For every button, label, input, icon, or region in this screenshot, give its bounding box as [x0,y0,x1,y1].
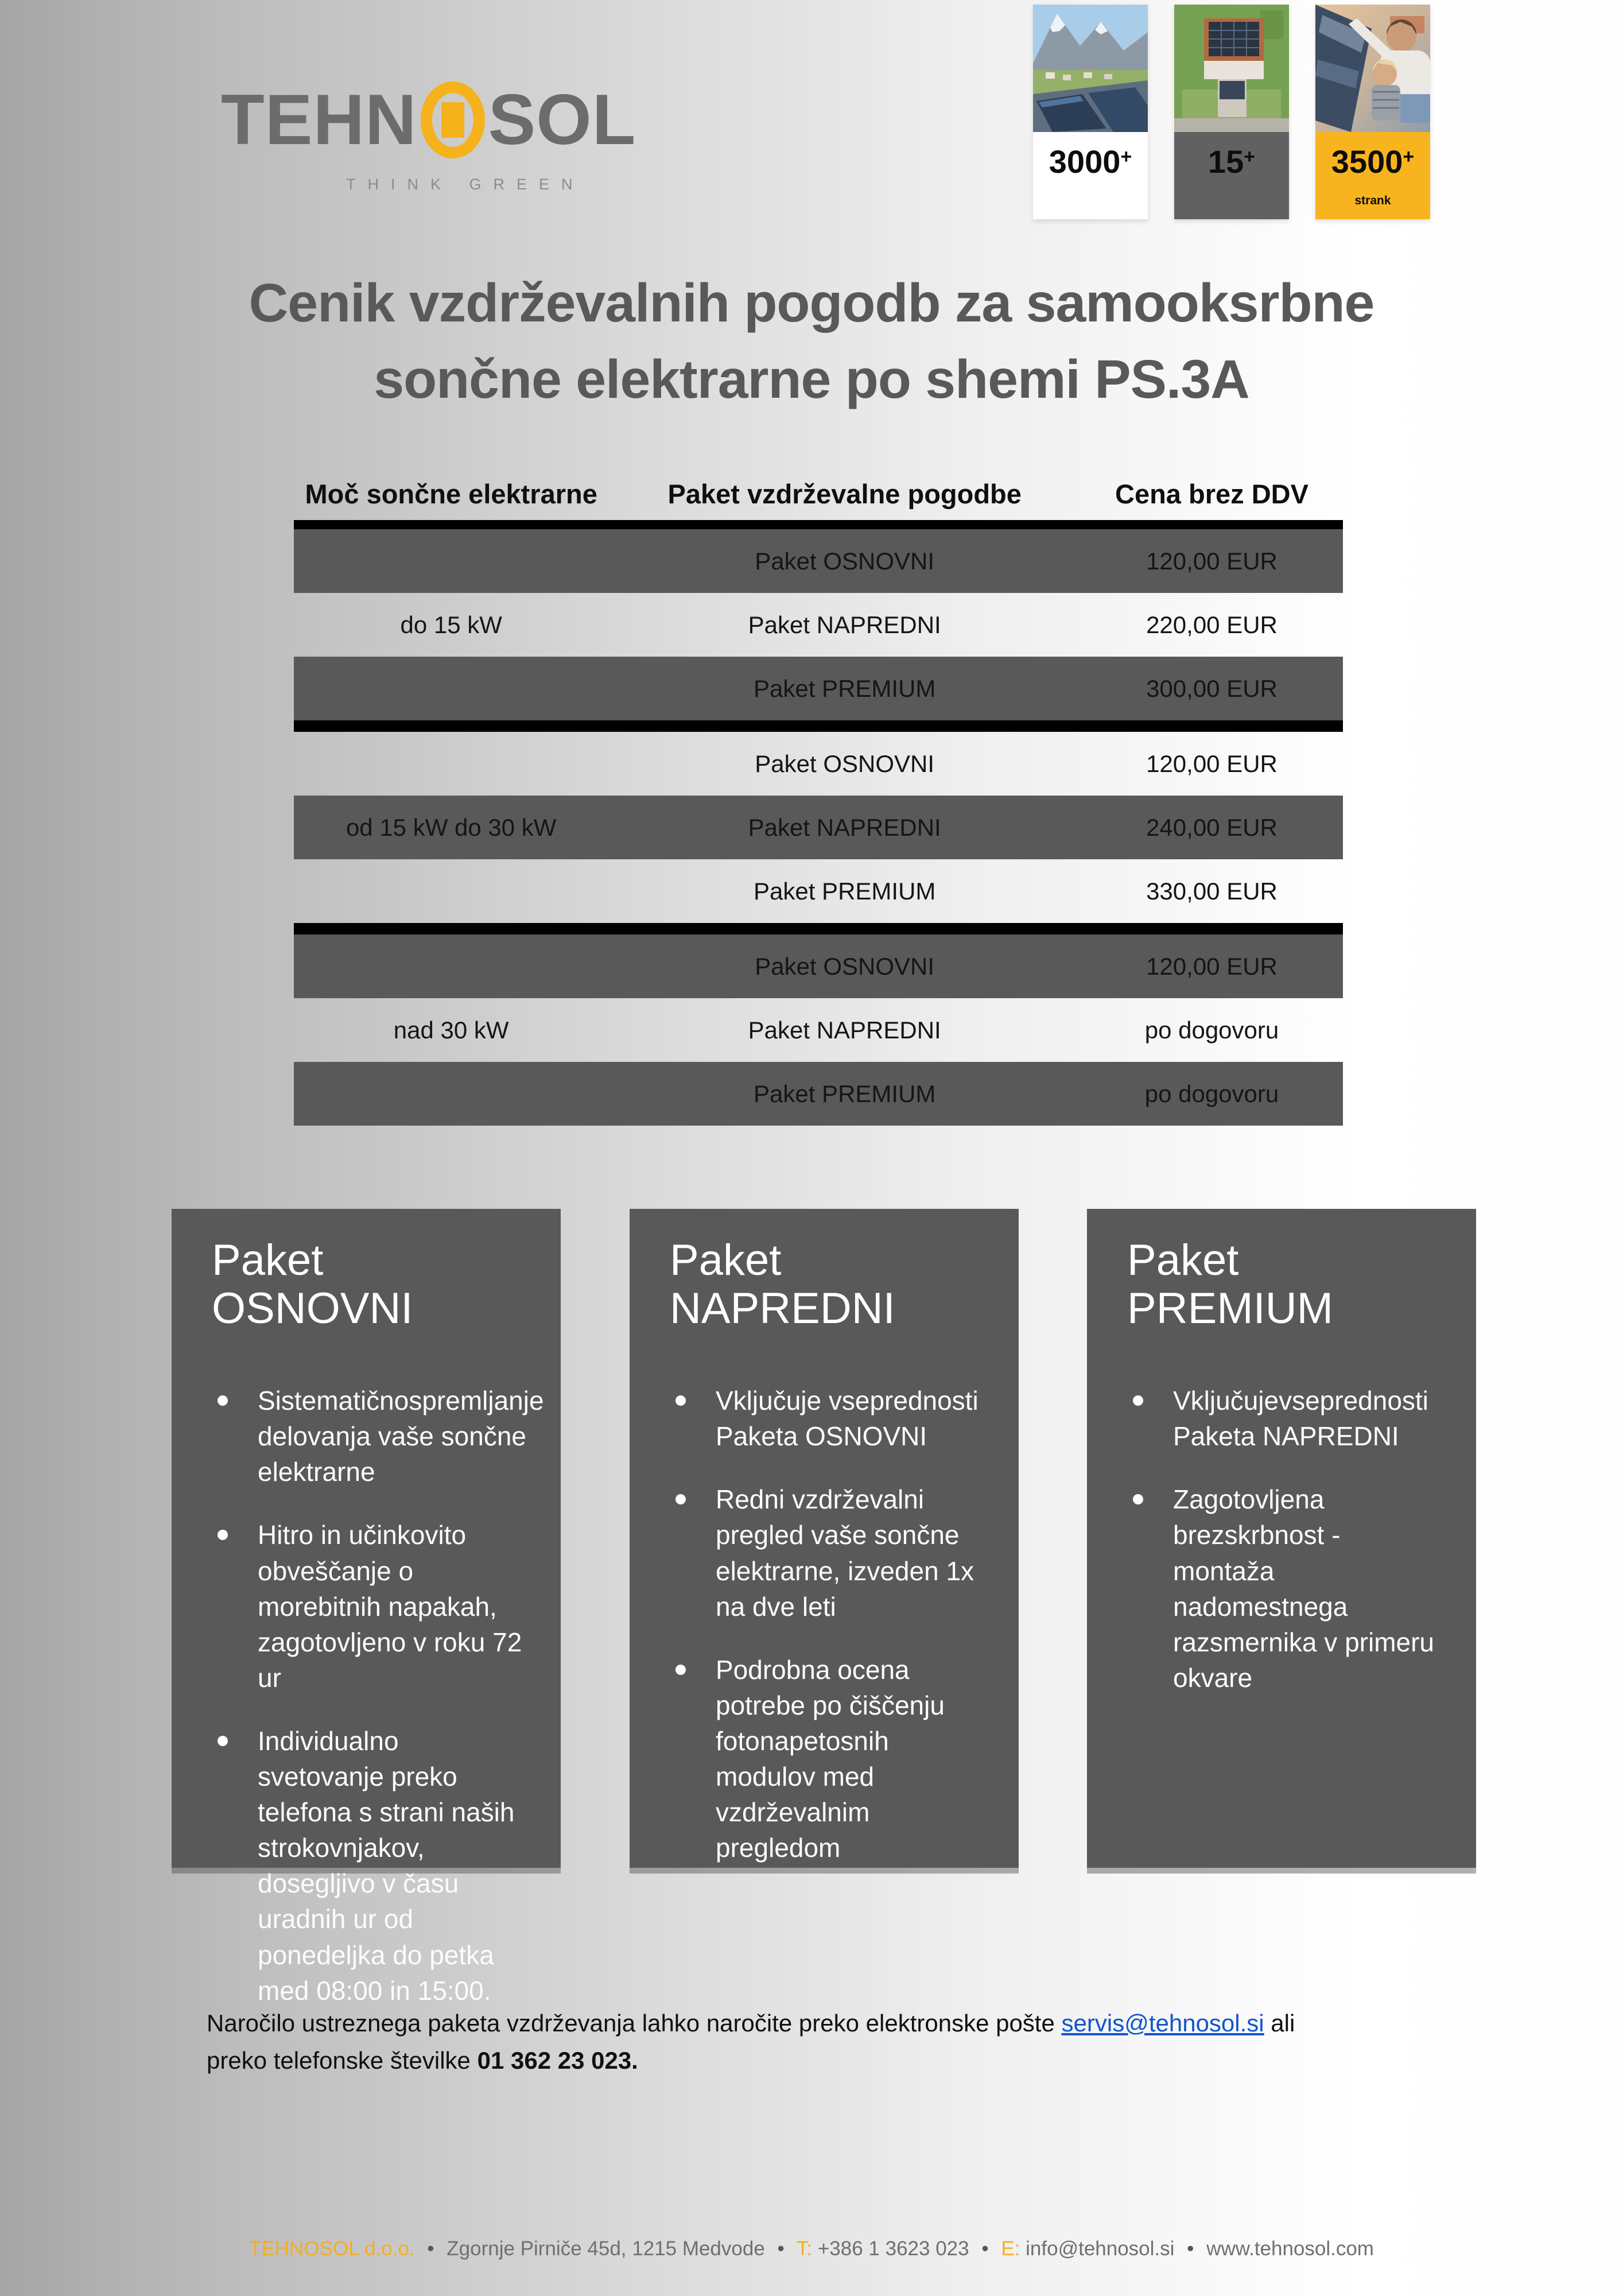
package-cell: Paket OSNOVNI [755,547,935,575]
table-group-divider [294,720,1343,732]
page-title [0,265,1623,418]
order-phone-number: 01 362 23 023. [477,2047,638,2074]
table-row [294,657,1343,720]
footer-phone: +386 1 3623 023 [817,2237,969,2260]
rooftop-illustration [1174,5,1289,132]
package-benefits-list [212,1383,544,2008]
power-cell: do 15 kW [400,611,502,638]
package-title: Paket PREMIUM [1127,1236,1333,1333]
bullet-separator-icon: • [1187,2237,1194,2260]
table-header-row [294,478,1343,520]
benefit-item: Vključujevseprednosti Paketa NAPREDNI [1127,1383,1447,1454]
badge-installations-label [1033,132,1148,219]
package-cell: Paket PREMIUM [753,674,936,702]
order-text-line2: preko telefonske številke [207,2047,471,2074]
badge-years-label [1174,132,1289,219]
order-instructions [207,2004,1463,2079]
price-cell: 240,00 EUR [1146,813,1278,841]
package-title: Paket NAPREDNI [670,1236,895,1333]
footer [0,2237,1623,2260]
price-cell: po dogovoru [1144,1080,1279,1107]
power-cell: nad 30 kW [393,1016,509,1044]
package-cell: Paket NAPREDNI [748,1016,941,1044]
package-cell: Paket OSNOVNI [755,750,935,777]
package-cell: Paket NAPREDNI [748,813,941,841]
package-cell: Paket PREMIUM [753,1080,936,1107]
table-row [294,732,1343,796]
plus-superscript: + [1120,146,1132,168]
package-cell: Paket NAPREDNI [748,611,941,638]
price-cell: 300,00 EUR [1146,674,1278,702]
price-cell: 220,00 EUR [1146,611,1278,638]
bullet-separator-icon: • [777,2237,785,2260]
solar-field-photo [1033,5,1148,132]
package-card-premium [1087,1209,1476,1868]
table-row [294,859,1343,923]
benefit-item: Sistematičnospremljanje delovanja vaše sončne elektrarne [212,1383,532,1490]
table-row [294,1062,1343,1126]
table-top-bar [294,520,1343,529]
power-cell: od 15 kW do 30 kW [345,813,557,841]
header-package: Paket vzdrževalne pogodbe [667,479,1022,509]
price-cell: 330,00 EUR [1146,877,1278,905]
logo-tagline: THINK GREEN [346,176,585,193]
package-benefits-list [670,1383,990,1865]
badge-installations [1033,5,1148,219]
footer-address: Zgornje Pirniče 45d, 1215 Medvode [446,2237,765,2260]
price-cell: po dogovoru [1144,1016,1279,1044]
logo-text-sol: SOL [488,80,636,160]
header-price: Cena brez DDV [1115,479,1309,509]
table-group-divider [294,923,1343,934]
family-photo [1315,5,1430,132]
logo-sun-core-icon [441,102,464,138]
logo [221,82,636,193]
footer-phone-label: T: [796,2237,813,2260]
package-card-napredni [630,1209,1019,1868]
bullet-separator-icon: • [981,2237,989,2260]
benefit-item: Individualno svetovanje preko telefona s strani naših strokovnjakov, dosegljivo v času uradnih ur od ponedeljka do petka med 08:00 in 15:00. [212,1723,532,2008]
table-row [294,998,1343,1062]
logo-sun-icon [421,82,485,158]
package-cell: Paket PREMIUM [753,877,936,905]
plus-superscript: + [1403,146,1415,168]
badge-number: 3000 [1049,144,1121,180]
table-row [294,934,1343,998]
badge-years [1174,5,1289,219]
badge-clients-label [1315,132,1430,219]
bullet-separator-icon: • [427,2237,434,2260]
package-benefits-list [1127,1383,1447,1696]
benefit-item: Redni vzdrževalni pregled vaše sončne elektrarne, izveden 1x na dve leti [670,1481,990,1624]
price-cell: 120,00 EUR [1146,547,1278,575]
footer-website: www.tehnosol.com [1206,2237,1374,2260]
header-power: Moč sončne elektrarne [305,479,597,509]
price-cell: 120,00 EUR [1146,750,1278,777]
package-title: Paket OSNOVNI [212,1236,413,1333]
benefit-item: Vključuje vseprednosti Paketa OSNOVNI [670,1383,990,1454]
logo-wordmark [221,82,636,158]
rooftop-photo [1174,5,1289,132]
badge-clients [1315,5,1430,219]
footer-company: TEHNOSOL d.o.o. [249,2237,415,2260]
price-cell: 120,00 EUR [1146,952,1278,980]
order-text-line1: Naročilo ustreznega paketa vzdrževanja lahko naročite preko elektronske pošte [207,2010,1055,2037]
page-title-line2: sončne elektrarne po shemi PS.3A [374,349,1249,410]
footer-email-label: E: [1001,2237,1020,2260]
badge-caption: strank [1354,194,1391,207]
benefit-item: Hitro in učinkovito obveščanje o morebitnih napakah, zagotovljeno v roku 72 ur [212,1517,532,1695]
footer-email: info@tehnosol.si [1026,2237,1175,2260]
price-table [294,478,1343,1126]
table-row [294,796,1343,859]
solar-field-illustration [1033,5,1148,132]
order-text-line1-after: ali [1271,2010,1295,2037]
table-row [294,593,1343,657]
benefit-item: Podrobna ocena potrebe po čiščenju fotonapetosnih modulov med vzdrževalnim pregledom [670,1652,990,1866]
benefit-item: Zagotovljena brezskrbnost - montaža nadomestnega razsmernika v primeru okvare [1127,1481,1447,1696]
logo-text-tehn: TEHN [221,80,417,160]
page-title-line1: Cenik vzdrževalnih pogodb za samooksrbne [249,273,1374,333]
badge-number: 15 [1207,144,1244,180]
family-illustration [1315,5,1430,132]
table-row [294,529,1343,593]
order-email-link[interactable]: servis@tehnosol.si [1061,2010,1264,2037]
plus-superscript: + [1244,146,1256,168]
badge-number: 3500 [1331,144,1403,180]
package-cell: Paket OSNOVNI [755,952,935,980]
stat-badges [1033,5,1430,219]
package-card-osnovni [172,1209,561,2006]
